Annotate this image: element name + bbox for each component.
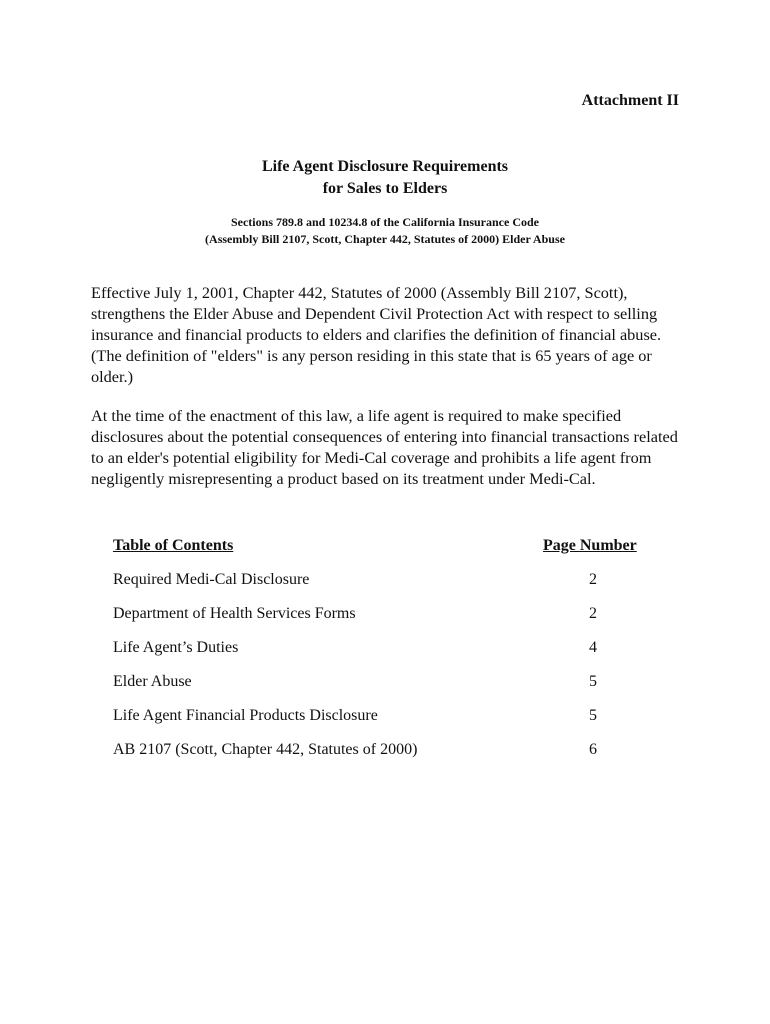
toc-item-page: 2 bbox=[589, 605, 597, 622]
toc-item-label: Required Medi-Cal Disclosure bbox=[113, 571, 310, 588]
document-title-line-1: Life Agent Disclosure Requirements bbox=[261, 158, 509, 175]
toc-page-heading: Page Number bbox=[543, 537, 637, 554]
toc-item-page: 5 bbox=[589, 707, 597, 724]
toc-row bbox=[113, 639, 653, 661]
toc-item-label: Life Agent’s Duties bbox=[113, 639, 239, 656]
toc-row bbox=[113, 605, 653, 627]
attachment-label: Attachment II bbox=[581, 92, 679, 109]
toc-item-label: AB 2107 (Scott, Chapter 442, Statutes of 2000) bbox=[113, 741, 418, 758]
toc-item-label: Life Agent Financial Products Disclosure bbox=[113, 707, 378, 724]
toc-item-page: 4 bbox=[589, 639, 597, 656]
document-subtitle-line-2: (Assembly Bill 2107, Scott, Chapter 442, Statutes of 2000) Elder Abuse bbox=[205, 232, 565, 246]
toc-item-page: 5 bbox=[589, 673, 597, 690]
document-subtitle-line-1: Sections 789.8 and 10234.8 of the California Insurance Code bbox=[230, 215, 539, 229]
document-title-line-2: for Sales to Elders bbox=[322, 180, 448, 197]
toc-item-label: Elder Abuse bbox=[113, 673, 192, 690]
enactment-paragraph: At the time of the enactment of this law, a life agent is required to make specified disclosures about the potential consequences of entering into financial transactions related to an elder's potential eligibility for Medi-Cal coverage and prohibits a life agent from negligently misrepresenting a product based on its treatment under Medi-Cal. bbox=[91, 406, 678, 488]
toc-item-page: 2 bbox=[589, 571, 597, 588]
toc-item-label: Department of Health Services Forms bbox=[113, 605, 356, 622]
toc-heading: Table of Contents bbox=[113, 537, 234, 554]
intro-paragraph: Effective July 1, 2001, Chapter 442, Statutes of 2000 (Assembly Bill 2107, Scott), strengthens the Elder Abuse and Dependent Civil Protection Act with respect to selling insurance and financial products to elders and clarifies the definition of financial abuse. (The definition of "elders" is any person residing in this state that is 65 years of age or older.) bbox=[91, 283, 662, 386]
toc-row bbox=[113, 673, 653, 695]
toc-item-page: 6 bbox=[589, 741, 597, 758]
toc-row bbox=[113, 571, 653, 593]
toc-row bbox=[113, 707, 653, 729]
toc-row bbox=[113, 741, 653, 763]
